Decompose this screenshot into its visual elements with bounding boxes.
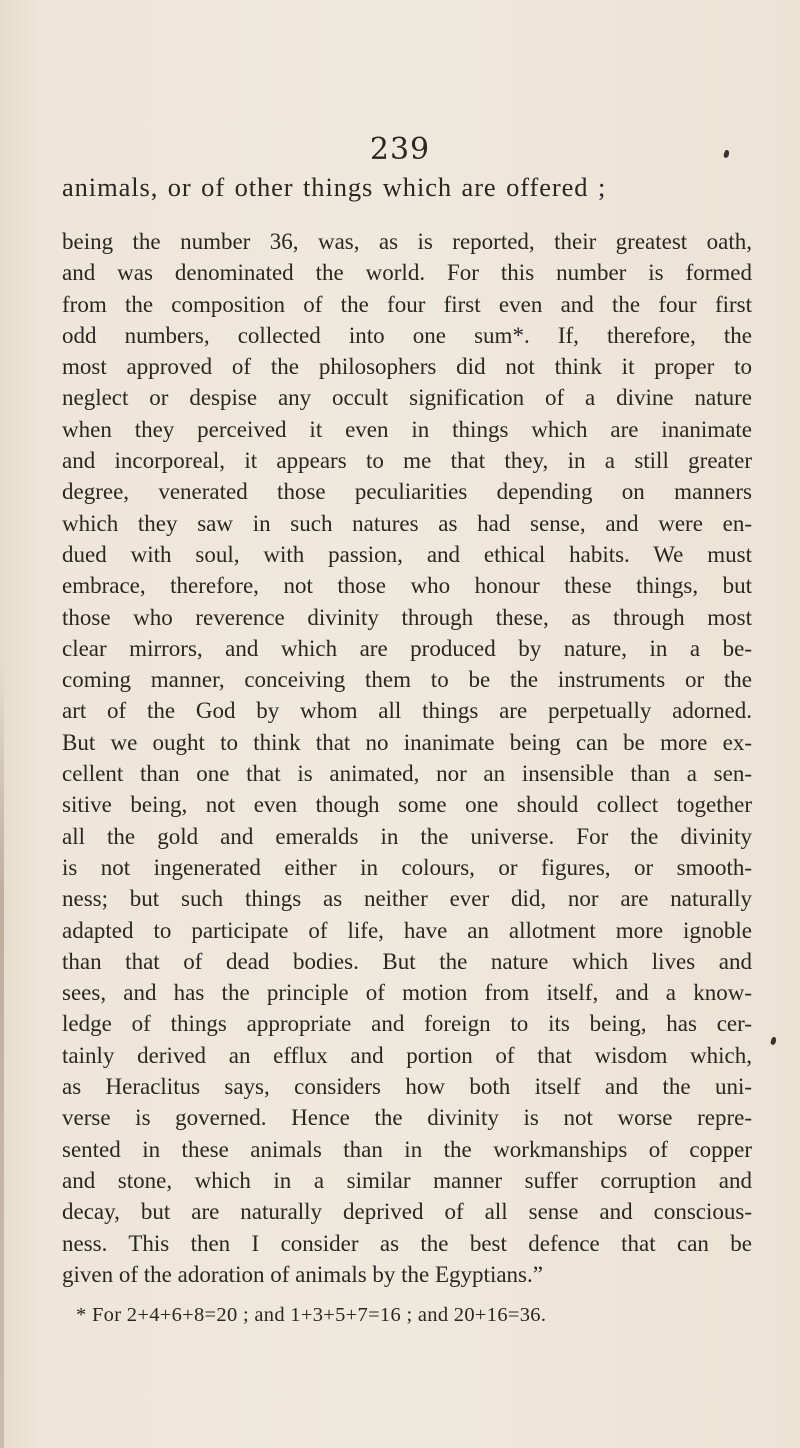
text-line: ledge of things appropriate and foreign to its being, has cer- [62, 1011, 752, 1037]
text-line: and stone, which in a similar manner suffer corruption and [62, 1167, 752, 1193]
text-line: odd numbers, collected into one sum*. If, therefore, the [62, 322, 752, 348]
text-line: degree, venerated those peculiarities depending on manners [62, 479, 752, 505]
text-line: sitive being, not even though some one should collect together [62, 792, 752, 818]
text-line: given of the adoration of animals by the Egyptians.” [62, 1261, 543, 1287]
text-line: all the gold and emeralds in the universe. For the divinity [62, 823, 752, 849]
ink-spot [770, 1036, 777, 1045]
text-line: is not ingenerated either in colours, or figures, or smooth- [62, 854, 752, 880]
text-line: clear mirrors, and which are produced by nature, in a be- [62, 635, 752, 661]
text-line: embrace, therefore, not those who honour these things, but [62, 573, 752, 599]
text-line: ness; but such things as neither ever did, nor are naturally [62, 886, 752, 912]
text-line: coming manner, conceiving them to be the instruments or the [62, 667, 752, 693]
main-paragraph [62, 226, 752, 1290]
text-line: and was denominated the world. For this number is formed [62, 260, 752, 286]
text-line: than that of dead bodies. But the nature which lives and [62, 948, 752, 974]
text-line: verse is governed. Hence the divinity is not worse repre- [62, 1105, 752, 1131]
text-line: decay, but are naturally deprived of all sense and conscious- [62, 1199, 752, 1225]
page-number: 239 [369, 132, 431, 167]
text-line: ness. This then I consider as the best defence that can be [62, 1230, 752, 1256]
text-line: adapted to participate of life, have an allotment more ignoble [62, 917, 752, 943]
text-line: being the number 36, was, as is reported, their greatest oath, [62, 229, 752, 254]
page-edge-shadow [0, 660, 4, 1448]
footnote: * For 2+4+6+8=20 ; and 1+3+5+7=16 ; and 20+16=36. [76, 1304, 547, 1327]
text-line: neglect or despise any occult signification of a divine nature [62, 385, 752, 411]
text-line: which they saw in such natures as had sense, and were en- [62, 510, 752, 536]
continued-line: animals, or of other things which are offered ; [62, 172, 607, 202]
text-line: art of the God by whom all things are perpetually adorned. [62, 698, 752, 724]
text-line: tainly derived an efflux and portion of that wisdom which, [62, 1042, 752, 1068]
page-text [62, 168, 752, 1330]
text-line: from the composition of the four first even and the four first [62, 291, 752, 317]
text-line: dued with soul, with passion, and ethical habits. We must [62, 541, 752, 567]
text-line: as Heraclitus says, considers how both itself and the uni- [62, 1074, 752, 1100]
text-line: and incorporeal, it appears to me that they, in a still greater [62, 448, 752, 474]
text-line: those who reverence divinity through these, as through most [62, 604, 752, 630]
text-line: cellent than one that is animated, nor an insensible than a sen- [62, 761, 752, 787]
text-line: But we ought to think that no inanimate being can be more ex- [62, 729, 752, 755]
text-line: when they perceived it even in things which are inanimate [62, 416, 752, 442]
text-line: sees, and has the principle of motion from itself, and a know- [62, 980, 752, 1006]
text-line: most approved of the philosophers did not think it proper to [62, 354, 752, 380]
text-line: sented in these animals than in the workmanships of copper [62, 1136, 752, 1162]
